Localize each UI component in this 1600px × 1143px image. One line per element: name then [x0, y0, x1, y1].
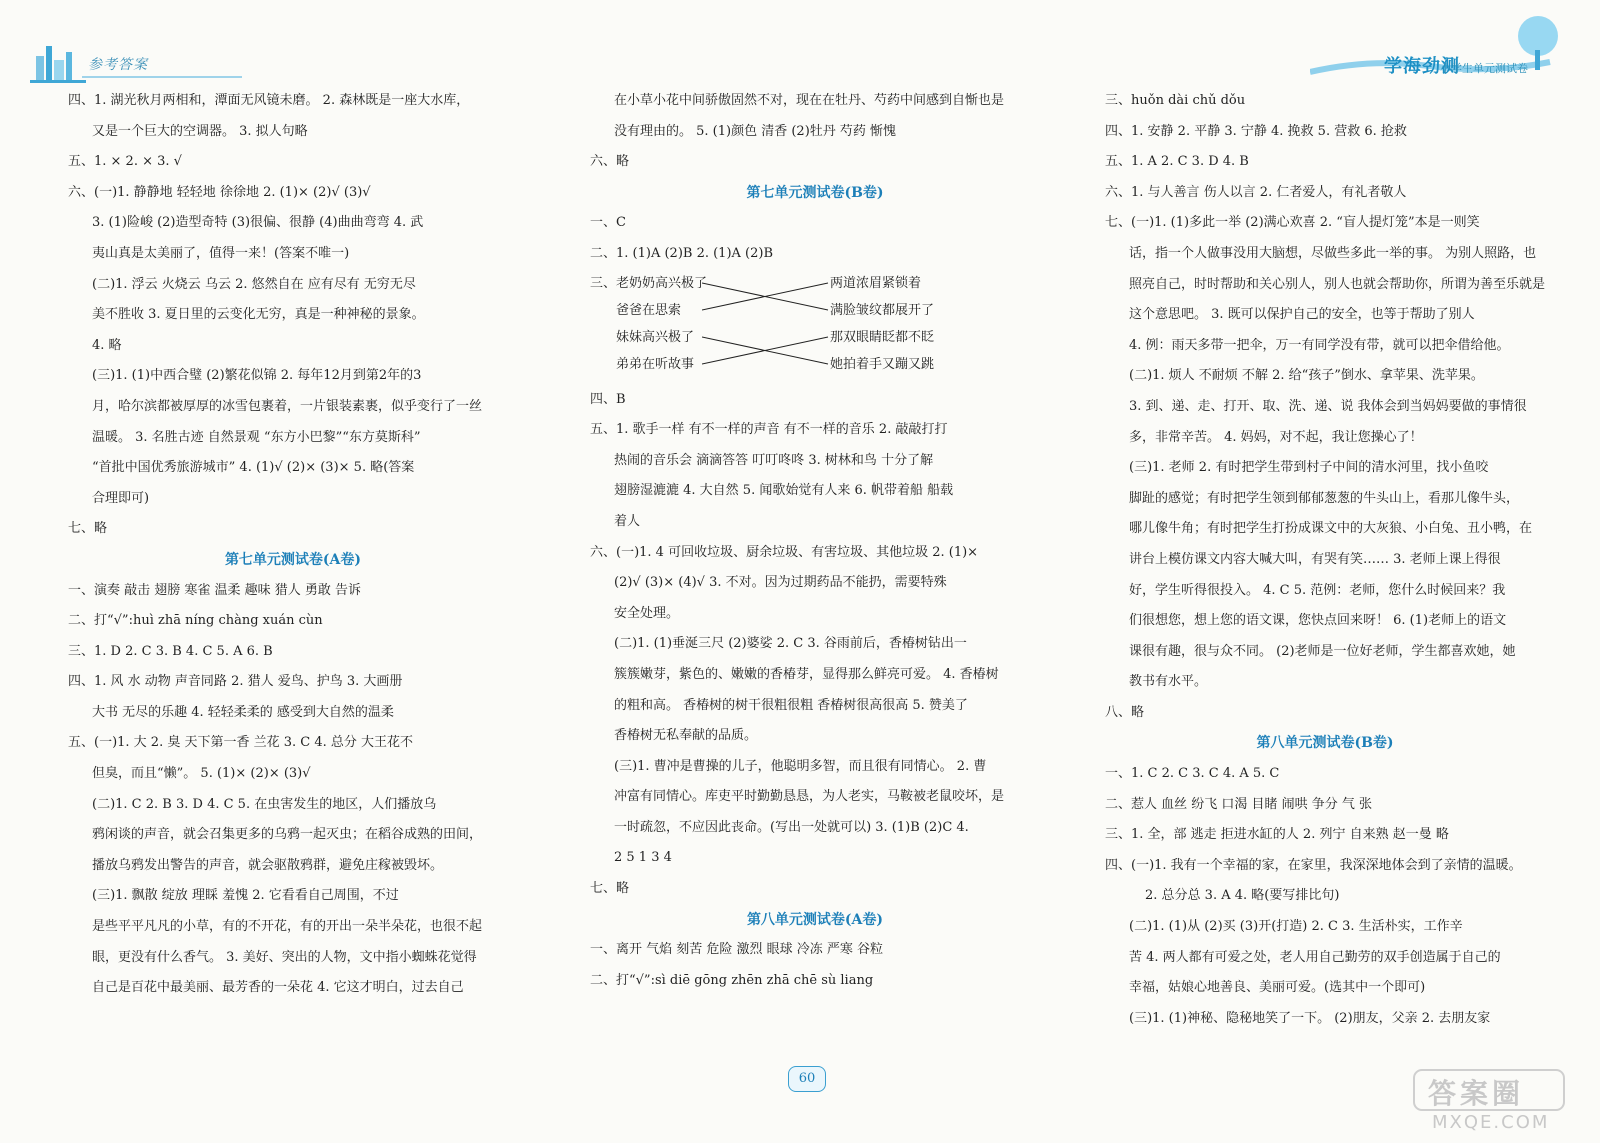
answer-line: 3. 到、递、走、打开、取、洗、递、说 我体会到当妈妈要做的事情很	[1129, 398, 1527, 414]
answer-line: (三)1. 老师 2. 有时把学生带到村子中间的清水河里，找小鱼咬	[1129, 460, 1489, 476]
answer-column-2	[590, 86, 1040, 996]
answer-line: 4. 例：雨天多带一把伞，万一有同学没有带，就可以把伞借给他。	[1129, 337, 1510, 353]
answer-line: 六、(一)1. 静静地 轻轻地 徐徐地 2. (1)× (2)√ (3)√	[68, 184, 371, 200]
answer-line: 五、1. × 2. × 3. √	[68, 154, 182, 170]
match-connector-lines	[702, 270, 832, 382]
answer-line: (三)1. 飘散 绽放 理睬 羞愧 2. 它看看自己周围，不过	[92, 888, 399, 904]
match-prefix: 三、	[590, 275, 617, 291]
header-right-title: 学海劲测	[1384, 56, 1460, 77]
answer-line: 苦 4. 两人都有可爱之处，老人用自己勤劳的双手创造属于自己的	[1129, 949, 1501, 965]
answer-line: 冲富有同情心。库吏平时勤勤恳恳，为人老实，马鞍被老鼠咬坏，是	[614, 789, 1005, 805]
header-left	[30, 36, 270, 86]
answer-line: (二)1. 浮云 火烧云 乌云 2. 悠然自在 应有尽有 无穷无尽	[92, 276, 416, 292]
answer-line: 三、1. D 2. C 3. B 4. C 5. A 6. B	[68, 643, 273, 659]
answer-line: 合理即可)	[92, 490, 150, 506]
answer-line: 簇簇嫩芽，紫色的、嫩嫩的香椿芽，显得那么鲜亮可爱。 4. 香椿树	[614, 666, 999, 682]
answer-line: 五、1. A 2. C 3. D 4. B	[1105, 154, 1249, 170]
answer-line: 多，非常辛苦。 4. 妈妈，对不起，我让您操心了！	[1129, 429, 1423, 445]
answer-line: 话，指一个人做事没用大脑想，尽做些多此一举的事。 为别人照路，也	[1129, 245, 1537, 261]
answer-line: 二、惹人 血丝 纷飞 口渴 目睹 闹哄 争分 气 张	[1105, 796, 1373, 812]
match-right-item: 两道浓眉紧锁着	[830, 275, 922, 291]
answer-line: (三)1. (1)中西合璧 (2)繁花似锦 2. 每年12月到第2年的3	[92, 368, 422, 384]
answer-line: 4. 略	[92, 337, 122, 353]
header-left-line	[82, 76, 242, 78]
answer-line: “首批中国优秀旅游城市” 4. (1)√ (2)× (3)× 5. 略(答案	[92, 460, 415, 476]
answer-line: 三、1. 全，部 逃走 拒进水缸的人 2. 列宁 自来熟 赵一曼 略	[1105, 827, 1449, 843]
answer-line: 美不胜收 3. 夏日里的云变化无穷，真是一种神秘的景象。	[92, 307, 425, 323]
answer-line: 眼，更没有什么香气。 3. 美好、突出的人物，文中指小蜘蛛花觉得	[92, 949, 477, 965]
answer-line: 五、(一)1. 大 2. 臭 天下第一香 兰花 3. C 4. 总分 大王花不	[68, 735, 414, 751]
header-right-subtitle: 小学生单元测试卷	[1440, 62, 1528, 75]
answer-line: 讲台上模仿课文内容大喊大叫，有哭有笑…… 3. 老师上课上得很	[1129, 551, 1501, 567]
answer-line: 四、1. 风 水 动物 声音同路 2. 猎人 爱鸟、护鸟 3. 大画册	[68, 674, 403, 690]
answer-line: 又是一个巨大的空调器。 3. 拟人句略	[92, 123, 308, 139]
answer-line: 这个意思吧。 3. 既可以保护自己的安全，也等于帮助了别人	[1129, 307, 1475, 323]
answer-line: 在小草小花中间骄傲固然不对，现在在牡丹、芍药中间感到自惭也是	[614, 93, 1005, 108]
answer-line: (二)1. 烦人 不耐烦 不解 2. 给“孩子”倒水、拿苹果、洗苹果。	[1129, 368, 1484, 384]
answer-line: 一、1. C 2. C 3. C 4. A 5. C	[1105, 766, 1280, 782]
answer-line: 但臭，而且“懒”。 5. (1)× (2)× (3)√	[92, 766, 311, 782]
answer-line: 二、打“√”:huì zhā níng chàng xuán cùn	[68, 613, 323, 629]
match-left-item: 弟弟在听故事	[616, 356, 695, 372]
answer-line: 好，学生听得很投入。 4. C 5. 范例：老师，您什么时候回来？我	[1129, 582, 1506, 598]
section-heading: 第八单元测试卷(A卷)	[746, 911, 884, 928]
header-right	[1310, 14, 1570, 84]
answer-line: (二)1. (1)从 (2)买 (3)开(打造) 2. C 3. 生活朴实，工作辛	[1129, 919, 1463, 935]
section-heading: 第七单元测试卷(A卷)	[224, 551, 362, 568]
page-number: 60	[788, 1066, 826, 1092]
answer-line: 五、1. 歌手一样 有不一样的声音 有不一样的音乐 2. 敲敲打打	[590, 422, 948, 438]
answer-line: (三)1. 曹冲是曹操的儿子，他聪明多智，而且很有同情心。 2. 曹	[614, 758, 987, 774]
answer-line: 一、C	[590, 215, 626, 231]
answer-column-3	[1105, 86, 1545, 1034]
answer-line: 月，哈尔滨都被厚厚的冰雪包裹着，一片银装素裹，似乎变行了一丝	[92, 398, 483, 414]
answer-line: 四、(一)1. 我有一个幸福的家，在家里，我深深地体会到了亲情的温暖。	[1105, 857, 1522, 873]
answer-line: 香椿树无私奉献的品质。	[614, 728, 758, 744]
watermark-text: 答案圈	[1428, 1077, 1525, 1110]
match-right-item: 那双眼睛眨都不眨	[830, 329, 935, 345]
section-heading: 第八单元测试卷(B卷)	[1256, 735, 1394, 752]
answer-line: 鸦闲谈的声音，就会召集更多的乌鸦一起灭虫；在稻谷成熟的田间，	[92, 827, 483, 843]
answer-line: 哪儿像牛角；有时把学生打扮成课文中的大灰狼、小白兔、丑小鸭，在	[1129, 521, 1533, 537]
match-left-item: 老奶奶高兴极了	[616, 275, 708, 291]
matching-exercise	[590, 270, 1040, 385]
answer-line: 没有理由的。 5. (1)颜色 清香 (2)牡丹 芍药 惭愧	[614, 123, 897, 139]
match-right-item: 她拍着手又蹦又跳	[830, 356, 935, 372]
answer-line: 大书 无尽的乐趣 4. 轻轻柔柔的 感受到大自然的温柔	[92, 704, 394, 720]
city-skyline-icon	[30, 36, 90, 86]
answer-line: 七、略	[590, 881, 630, 897]
answer-line: 翅膀湿漉漉 4. 大自然 5. 闻歌始觉有人来 6. 帆带着船 船载	[614, 483, 954, 499]
answer-line: 是些平平凡凡的小草，有的不开花，有的开出一朵半朵花，也很不起	[92, 919, 483, 935]
answer-line: 脚趾的感觉；有时把学生领到郁郁葱葱的牛头山上，看那儿像牛头，	[1129, 490, 1520, 506]
answer-line: 温暖。 3. 名胜古迹 自然景观 “东方小巴黎”“东方莫斯科”	[92, 429, 421, 445]
answer-line: 七、略	[68, 521, 108, 537]
answer-line: 八、略	[1105, 704, 1145, 720]
match-right-column	[830, 270, 934, 378]
answer-line: 四、1. 安静 2. 平静 3. 宁静 4. 挽救 5. 营救 6. 抢救	[1105, 123, 1407, 139]
answer-line: 六、(一)1. 4 可回收垃圾、厨余垃圾、有害垃圾、其他垃圾 2. (1)×	[590, 544, 979, 560]
answer-line: 七、(一)1. (1)多此一举 (2)满心欢喜 2. “盲人提灯笼”本是一则笑	[1105, 215, 1480, 231]
answer-line: (2)√ (3)× (4)√ 3. 不对。因为过期药品不能扔，需要特殊	[614, 575, 947, 591]
answer-line: 自己是百花中最美丽、最芳香的一朵花 4. 它这才明白，过去自己	[92, 980, 464, 996]
answer-line: 六、1. 与人善言 伤人以言 2. 仁者爱人，有礼者敬人	[1105, 184, 1407, 200]
answer-line: (二)1. C 2. B 3. D 4. C 5. 在虫害发生的地区，人们播放乌	[92, 796, 437, 812]
answer-line: 着人	[614, 513, 641, 529]
answer-line: 二、1. (1)A (2)B 2. (1)A (2)B	[590, 245, 774, 261]
answer-line: 播放乌鸦发出警告的声音，就会驱散鸦群，避免庄稼被毁坏。	[92, 857, 444, 873]
answer-line: 2. 总分总 3. A 4. 略(要写排比句)	[1145, 888, 1340, 904]
answer-line: (三)1. (1)神秘、隐秘地笑了一下。 (2)朋友，父亲 2. 去朋友家	[1129, 1010, 1491, 1026]
watermark-url: MXQE.COM	[1432, 1112, 1550, 1133]
answer-line: 2 5 1 3 4	[614, 850, 672, 866]
answer-line: 三、huǒn dài chǔ dǒu	[1105, 93, 1246, 108]
header-left-label: 参考答案	[88, 57, 148, 73]
answer-line: 夷山真是太美丽了，值得一来！(答案不唯一)	[92, 245, 350, 261]
match-left-column	[590, 270, 707, 378]
answer-line: 热闹的音乐会 滴滴答答 叮叮咚咚 3. 树林和鸟 十分了解	[614, 452, 934, 468]
answer-line: (二)1. (1)垂涎三尺 (2)婆娑 2. C 3. 谷雨前后，香椿树钻出一	[614, 636, 967, 652]
answer-line: 一、离开 气焰 刻苦 危险 激烈 眼球 冷冻 严寒 谷粒	[590, 942, 884, 958]
answer-line: 安全处理。	[614, 605, 680, 621]
answer-line: 课很有趣，很与众不同。 (2)老师是一位好老师，学生都喜欢她，她	[1129, 643, 1516, 659]
match-right-item: 满脸皱纹都展开了	[830, 302, 935, 318]
answer-line: 3. (1)险峻 (2)造型奇特 (3)很偏、很静 (4)曲曲弯弯 4. 武	[92, 215, 424, 231]
section-heading: 第七单元测试卷(B卷)	[746, 184, 884, 201]
answer-line: 的粗和高。 香椿树的树干很粗很粗 香椿树很高很高 5. 赞美了	[614, 697, 968, 713]
answer-line: 们很想您，想上您的语文课，您快点回来呀！ 6. (1)老师上的语文	[1129, 613, 1507, 629]
answer-line: 六、略	[590, 154, 630, 170]
answer-line: 一、演奏 敲击 翅膀 寒雀 温柔 趣味 猎人 勇敢 告诉	[68, 582, 362, 598]
answer-column-1	[68, 86, 518, 1004]
answer-line: 一时疏忽，不应因此丧命。(写出一处就可以) 3. (1)B (2)C 4.	[614, 819, 969, 835]
match-left-item: 爸爸在思索	[616, 302, 682, 318]
answer-line: 四、1. 湖光秋月两相和，潭面无风镜未磨。 2. 森林既是一座大水库，	[68, 93, 470, 108]
answer-line: 幸福，姑娘心地善良、美丽可爱。(选其中一个即可)	[1129, 980, 1426, 996]
answer-line: 照亮自己，时时帮助和关心别人，别人也就会帮助你，所谓为善至乐就是	[1129, 276, 1546, 292]
answer-line: 二、打“√”:sì diē gōng zhēn zhā chē sù liang	[590, 972, 874, 988]
match-left-item: 妹妹高兴极了	[616, 329, 695, 345]
answer-line: 教书有水平。	[1129, 674, 1208, 690]
watermark	[1412, 1066, 1582, 1138]
answer-line: 四、B	[590, 391, 626, 407]
